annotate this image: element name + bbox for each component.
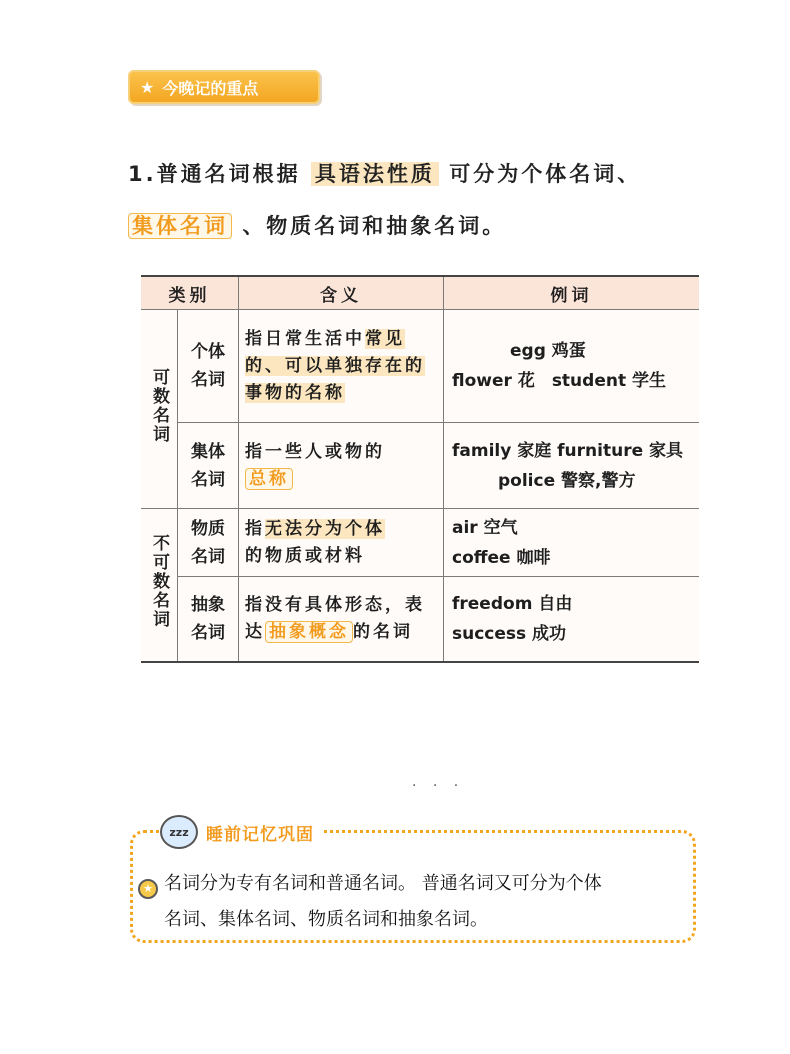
sleep-icon: zzz — [160, 815, 198, 849]
example-cell — [444, 577, 700, 662]
review-line-2: 名词、集体名词、物质名词和抽象名词。 — [164, 909, 488, 930]
example-cell — [444, 509, 700, 577]
header-meaning: 含义 — [239, 276, 444, 310]
table-row — [141, 509, 699, 577]
section-banner — [128, 70, 320, 104]
group-uncountable — [141, 509, 178, 662]
sub-material — [178, 509, 239, 577]
rule-highlight: 具语法性质 — [311, 162, 439, 186]
example-cell — [444, 423, 700, 509]
noun-category-table — [141, 275, 699, 663]
group-label: 可数名词 — [149, 367, 169, 444]
decorative-dots: · · · — [412, 778, 465, 794]
group-countable — [141, 310, 178, 509]
example-line: egg 鸡蛋 — [510, 341, 586, 362]
meaning-cell — [239, 577, 444, 662]
header-category: 类别 — [141, 276, 239, 310]
sub-label: 抽象名词 — [191, 595, 225, 644]
meaning-cell — [239, 423, 444, 509]
table-row — [141, 310, 699, 423]
meaning-text: 指没有具体形态，表达 — [245, 595, 425, 643]
review-title: 睡前记忆巩固 — [206, 824, 314, 845]
meaning-text: 指一些人或物的 — [245, 441, 385, 462]
meaning-highlight: 无法分为个体 — [265, 518, 385, 539]
example-line: air 空气 — [452, 517, 518, 538]
sub-label: 物质名词 — [191, 518, 225, 567]
example-line: family 家庭 furniture 家具 — [452, 440, 684, 461]
example-line: coffee 咖啡 — [452, 547, 551, 568]
review-line-1: 名词分为专有名词和普通名词。 普通名词又可分为个体 — [164, 873, 602, 894]
rule-text-3: 、物质名词和抽象名词。 — [242, 214, 507, 238]
meaning-boxed: 总称 — [245, 468, 293, 490]
rule-text-1: 1.普通名词根据 — [128, 162, 301, 186]
rule-paragraph — [128, 148, 738, 252]
meaning-cell — [239, 509, 444, 577]
table-row — [141, 423, 699, 509]
meaning-cell — [239, 310, 444, 423]
example-line: freedom 自由 — [452, 594, 573, 615]
sub-abstract — [178, 577, 239, 662]
group-label: 不可数名词 — [149, 534, 169, 630]
table-row — [141, 577, 699, 662]
example-line: flower 花 student 学生 — [452, 371, 667, 392]
sub-individual — [178, 310, 239, 423]
star-badge-icon: ★ — [138, 879, 158, 899]
star-icon: ★ — [140, 77, 155, 97]
banner-title: 今晚记的重点 — [162, 78, 259, 98]
sub-label: 个体名词 — [191, 342, 225, 391]
meaning-text: 的名词 — [353, 622, 413, 643]
meaning-text: 的物质或材料 — [245, 545, 365, 566]
rule-text-2: 可分为个体名词、 — [449, 162, 642, 186]
review-text — [138, 866, 698, 938]
sub-collective — [178, 423, 239, 509]
rule-boxed-term: 集体名词 — [128, 213, 232, 239]
meaning-highlight: 常见的、可以单独存在的事物的名称 — [245, 328, 425, 403]
review-header — [160, 814, 324, 850]
meaning-boxed: 抽象概念 — [265, 621, 353, 643]
example-cell — [444, 310, 700, 423]
example-line: success 成功 — [452, 624, 567, 645]
sub-label: 集体名词 — [191, 441, 225, 490]
meaning-text: 指 — [245, 518, 265, 539]
header-examples: 例词 — [444, 276, 700, 310]
example-line: police 警察,警方 — [498, 470, 636, 491]
meaning-text: 指日常生活中 — [245, 328, 365, 349]
